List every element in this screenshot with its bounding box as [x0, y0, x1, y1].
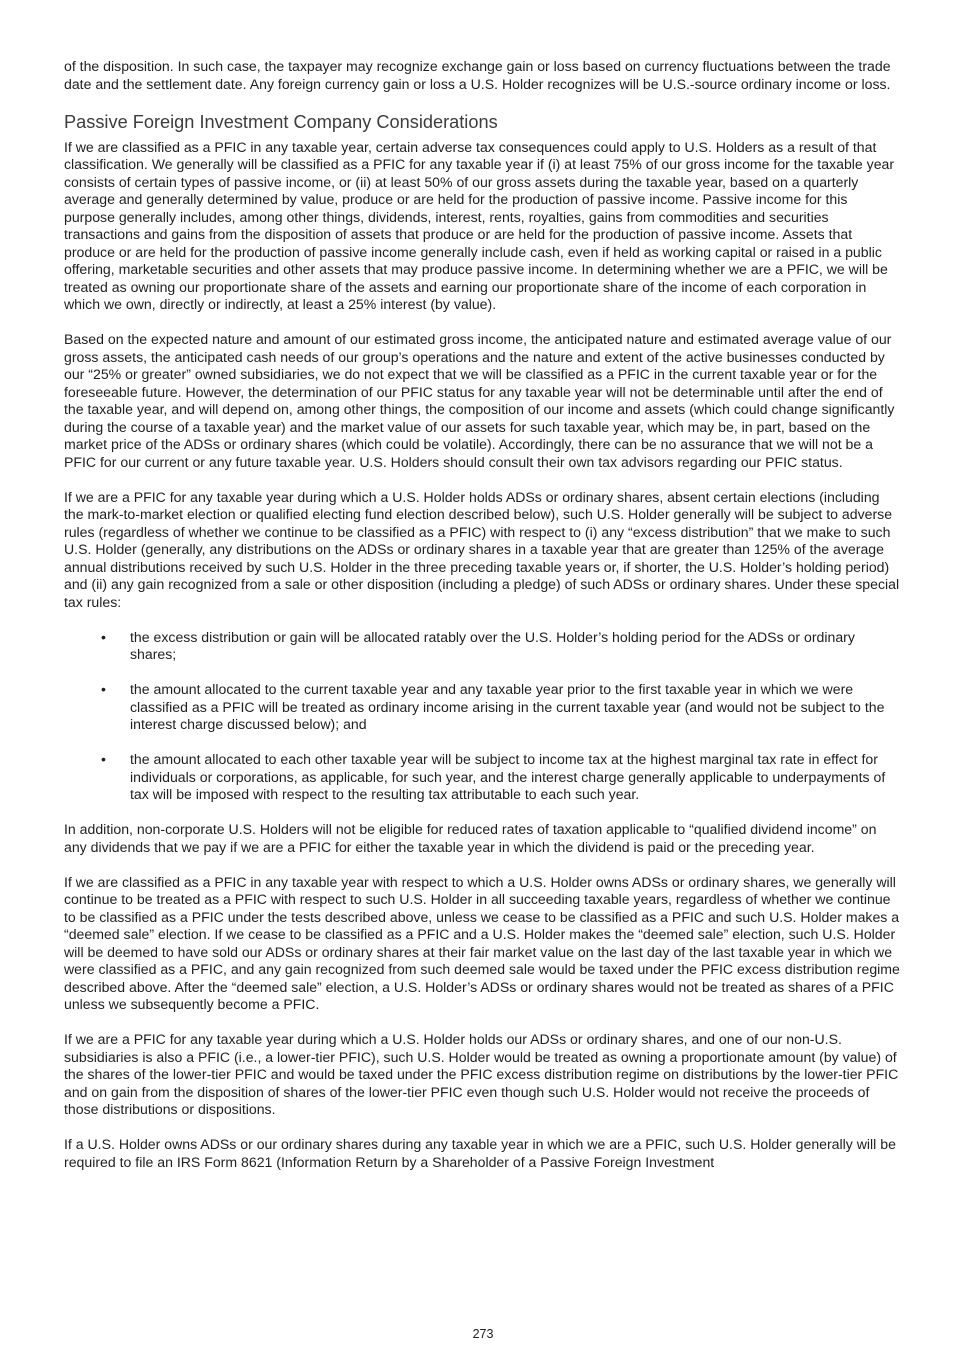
- paragraph-qualified-dividend: In addition, non-corporate U.S. Holders will not be eligible for reduced rates of taxation applicable to “qualified dividend income” on any dividends that we pay if we are a PFIC for either the taxable year in which the dividend is paid or the preceding year.: [64, 821, 877, 855]
- document-page: [64, 58, 902, 1189]
- paragraph-pfic-status-expectation: Based on the expected nature and amount of our estimated gross income, the anticipated nature and estimated average value of our gross assets, the anticipated cash needs of our group’s operations and the nature and extent of the active businesses conducted by our “25% or greater” owned subsidiaries, we do not expect that we will be classified as a PFIC in the current taxable year or for the foreseeable future. However, the determination of our PFIC status for any taxable year will not be determinable until after the end of the taxable year, and will depend on, among other things, the composition of our income and assets (which could change significantly during the course of a taxable year) and the market value of our assets for such taxable year, which may be, in part, based on the market price of the ADSs or ordinary shares (which could be volatile). Accordingly, there can be no assurance that we will not be a PFIC for our current or any future taxable year. U.S. Holders should consult their own tax advisors regarding our PFIC status.: [64, 331, 895, 470]
- bullet-icon: •: [101, 751, 106, 767]
- list-item-text: the excess distribution or gain will be allocated ratably over the U.S. Holder’s holding period for the ADSs or ordinary shares;: [130, 628, 855, 662]
- section-heading: Passive Foreign Investment Company Considerations: [64, 111, 498, 132]
- page-number: 273: [472, 1327, 494, 1341]
- special-tax-rules-list: [64, 629, 902, 804]
- paragraph-deemed-sale: If we are classified as a PFIC in any taxable year with respect to which a U.S. Holder owns ADSs or ordinary shares, we generally will continue to be treated as a PFIC with respect to such U.S. Holder in all succeeding taxable years, regardless of whether we continue to be classified as a PFIC under the tests described above, unless we cease to be classified as a PFIC and such U.S. Holder makes a “deemed sale” election. If we cease to be classified as a PFIC and a U.S. Holder makes the “deemed sale” election, such U.S. Holder will be deemed to have sold our ADSs or ordinary shares at their fair market value on the last day of the last taxable year in which we were classified as a PFIC, and any gain recognized from such deemed sale would be taxed under the PFIC excess distribution regime described above. After the “deemed sale” election, a U.S. Holder’s ADSs or ordinary shares would not be treated as shares of a PFIC unless we subsequently become a PFIC.: [64, 873, 900, 1012]
- bullet-icon: •: [101, 681, 106, 697]
- paragraph-form-8621: If a U.S. Holder owns ADSs or our ordinary shares during any taxable year in which we are a PFIC, such U.S. Holder generally will be required to file an IRS Form 8621 (Information Return by a Shareholder of a Passive Foreign Investment: [64, 1136, 896, 1170]
- intro-paragraph: of the disposition. In such case, the taxpayer may recognize exchange gain or loss based on currency fluctuations between the trade date and the settlement date. Any foreign currency gain or loss a U.S. Holder recognizes will be U.S.-source ordinary income or loss.: [64, 58, 891, 92]
- paragraph-pfic-classification: If we are classified as a PFIC in any taxable year, certain adverse tax consequences could apply to U.S. Holders as a result of that classification. We generally will be classified as a PFIC for any taxable year if (i) at least 75% of our gross income for the taxable year consists of certain types of passive income, or (ii) at least 50% of our gross assets during the taxable year, based on a quarterly average and generally determined by value, produce or are held for the production of passive income. Passive income for this purpose generally includes, among other things, dividends, interest, rents, royalties, gains from commodities and securities transactions and gains from the disposition of assets that produce or are held for the production of passive income. Assets that produce or are held for the production of passive income generally include cash, even if held as working capital or raised in a public offering, marketable securities and other assets that may produce passive income. In determining whether we are a PFIC, we will be treated as owning our proportionate share of the assets and earning our proportionate share of the income of each corporation in which we own, directly or indirectly, at least a 25% interest (by value).: [64, 138, 895, 312]
- list-item-text: the amount allocated to each other taxable year will be subject to income tax at the highest marginal tax rate in effect for individuals or corporations, as applicable, for such year, and the interest charge generally applicable to underpayments of tax will be imposed with respect to the resulting tax attributable to each such year.: [130, 751, 886, 802]
- list-item: [64, 681, 902, 734]
- paragraph-excess-distribution: If we are a PFIC for any taxable year during which a U.S. Holder holds ADSs or ordinary shares, absent certain elections (including the mark-to-market election or qualified electing fund election described below), such U.S. Holder generally will be subject to adverse rules (regardless of whether we continue to be classified as a PFIC) with respect to (i) any “excess distribution” that we make to such U.S. Holder (generally, any distributions on the ADSs or ordinary shares in a taxable year that are greater than 125% of the average annual distributions received by such U.S. Holder in the three preceding taxable years or, if shorter, the U.S. Holder’s holding period) and (ii) any gain recognized from a sale or other disposition (including a pledge) of such ADSs or ordinary shares. Under these special tax rules:: [64, 488, 900, 610]
- list-item-text: the amount allocated to the current taxable year and any taxable year prior to the first taxable year in which we were classified as a PFIC will be treated as ordinary income arising in the current taxable year (and would not be subject to the interest charge discussed below); and: [130, 681, 885, 732]
- paragraph-lower-tier-pfic: If we are a PFIC for any taxable year during which a U.S. Holder holds our ADSs or ordinary shares, and one of our non-U.S. subsidiaries is also a PFIC (i.e., a lower-tier PFIC), such U.S. Holder would be treated as owning a proportionate amount (by value) of the shares of the lower-tier PFIC and would be taxed under the PFIC excess distribution regime on distributions by the lower-tier PFIC and on gain from the disposition of shares of the lower-tier PFIC even though such U.S. Holder would not receive the proceeds of those distributions or dispositions.: [64, 1031, 899, 1117]
- list-item: [64, 751, 902, 804]
- bullet-icon: •: [101, 628, 106, 645]
- list-item: [64, 629, 902, 664]
